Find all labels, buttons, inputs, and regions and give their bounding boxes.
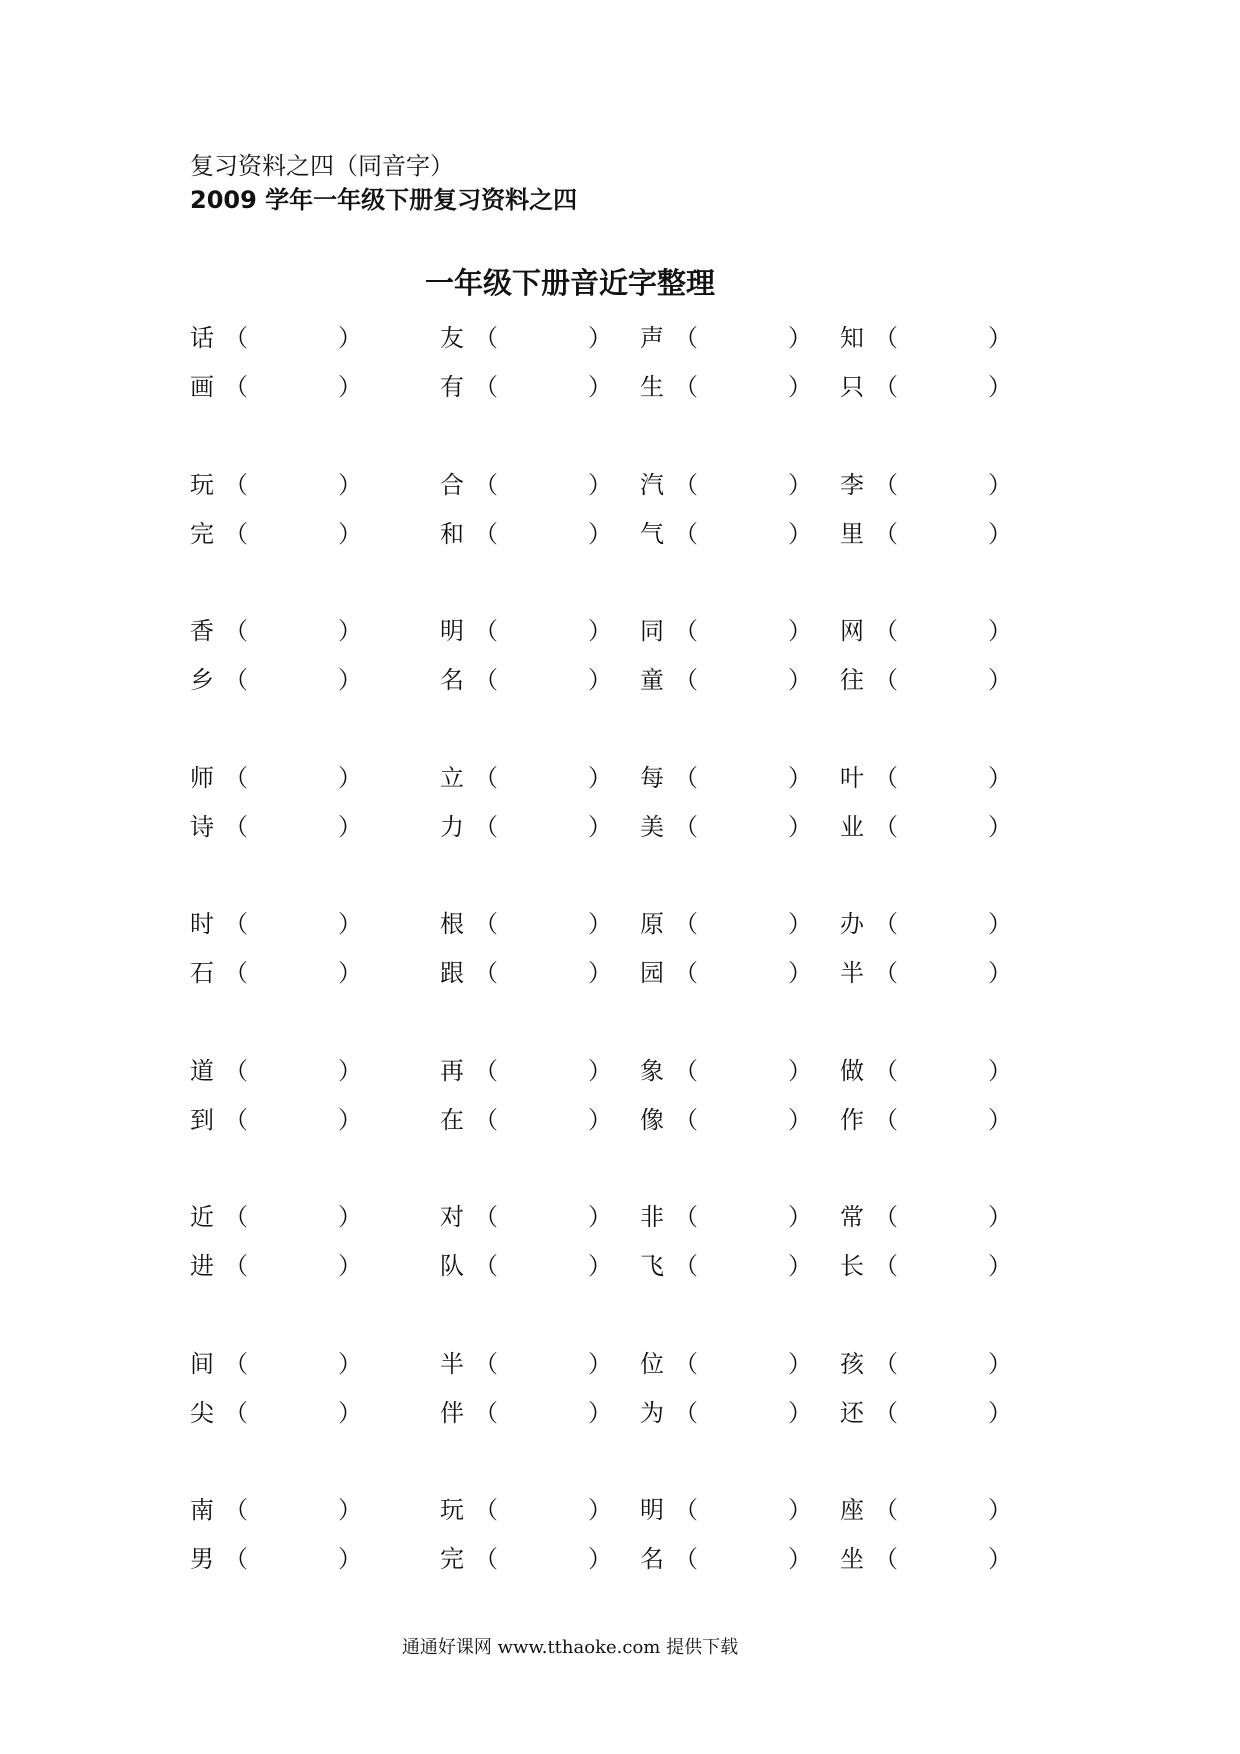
- close-paren: ）: [988, 1057, 1012, 1085]
- char-label: 伴: [440, 1399, 464, 1427]
- open-paren: （: [874, 764, 898, 792]
- close-paren: ）: [788, 1545, 812, 1573]
- close-paren: ）: [988, 1203, 1012, 1231]
- char-label: 诗: [190, 813, 214, 841]
- char-label: 还: [840, 1399, 864, 1427]
- open-paren: （: [224, 959, 248, 987]
- close-paren: ）: [988, 373, 1012, 401]
- open-paren: （: [674, 1057, 698, 1085]
- open-paren: （: [474, 1350, 498, 1378]
- close-paren: ）: [588, 910, 612, 938]
- char-label: 作: [840, 1106, 864, 1134]
- char-label: 声: [640, 324, 664, 352]
- close-paren: ）: [338, 813, 362, 841]
- close-paren: ）: [338, 1252, 362, 1280]
- open-paren: （: [474, 666, 498, 694]
- char-label: 近: [190, 1203, 214, 1231]
- char-label: 汽: [640, 471, 664, 499]
- char-label: 尖: [190, 1399, 214, 1427]
- close-paren: ）: [588, 1350, 612, 1378]
- close-paren: ）: [338, 471, 362, 499]
- close-paren: ）: [988, 666, 1012, 694]
- char-label: 乡: [190, 666, 214, 694]
- open-paren: （: [874, 471, 898, 499]
- close-paren: ）: [338, 1545, 362, 1573]
- char-label: 完: [190, 520, 214, 548]
- footer-text: 通通好课网 www.tthaoke.com 提供下载: [401, 1637, 739, 1658]
- close-paren: ）: [338, 1350, 362, 1378]
- open-paren: （: [474, 373, 498, 401]
- char-label: 像: [640, 1106, 664, 1134]
- close-paren: ）: [338, 324, 362, 352]
- open-paren: （: [874, 520, 898, 548]
- close-paren: ）: [788, 764, 812, 792]
- open-paren: （: [874, 1057, 898, 1085]
- char-label: 南: [190, 1496, 214, 1524]
- close-paren: ）: [588, 1496, 612, 1524]
- close-paren: ）: [588, 959, 612, 987]
- char-label: 队: [440, 1252, 464, 1280]
- open-paren: （: [874, 813, 898, 841]
- close-paren: ）: [338, 1106, 362, 1134]
- char-label: 有: [440, 373, 464, 401]
- close-paren: ）: [988, 910, 1012, 938]
- char-label: 石: [190, 959, 214, 987]
- char-label: 立: [440, 764, 464, 792]
- open-paren: （: [674, 813, 698, 841]
- char-label: 象: [640, 1057, 664, 1085]
- open-paren: （: [224, 666, 248, 694]
- close-paren: ）: [338, 1203, 362, 1231]
- close-paren: ）: [588, 1057, 612, 1085]
- close-paren: ）: [588, 764, 612, 792]
- open-paren: （: [224, 1203, 248, 1231]
- close-paren: ）: [788, 1106, 812, 1134]
- open-paren: （: [874, 1203, 898, 1231]
- close-paren: ）: [788, 666, 812, 694]
- close-paren: ）: [588, 1203, 612, 1231]
- close-paren: ）: [338, 959, 362, 987]
- open-paren: （: [474, 1252, 498, 1280]
- char-label: 时: [190, 910, 214, 938]
- char-label: 非: [640, 1203, 664, 1231]
- open-paren: （: [224, 1545, 248, 1573]
- open-paren: （: [474, 1057, 498, 1085]
- open-paren: （: [674, 1545, 698, 1573]
- open-paren: （: [224, 1399, 248, 1427]
- open-paren: （: [874, 1350, 898, 1378]
- close-paren: ）: [988, 1106, 1012, 1134]
- open-paren: （: [674, 764, 698, 792]
- open-paren: （: [224, 1350, 248, 1378]
- char-label: 同: [640, 617, 664, 645]
- page-title: 一年级下册音近字整理: [424, 266, 715, 300]
- char-label: 进: [190, 1252, 214, 1280]
- close-paren: ）: [338, 666, 362, 694]
- open-paren: （: [474, 764, 498, 792]
- char-label: 间: [190, 1350, 214, 1378]
- close-paren: ）: [338, 1057, 362, 1085]
- open-paren: （: [224, 471, 248, 499]
- char-label: 气: [640, 520, 664, 548]
- close-paren: ）: [588, 1106, 612, 1134]
- char-label: 常: [840, 1203, 864, 1231]
- close-paren: ）: [588, 471, 612, 499]
- open-paren: （: [674, 324, 698, 352]
- close-paren: ）: [588, 373, 612, 401]
- open-paren: （: [674, 1252, 698, 1280]
- close-paren: ）: [988, 959, 1012, 987]
- close-paren: ）: [788, 1496, 812, 1524]
- close-paren: ）: [988, 1252, 1012, 1280]
- close-paren: ）: [338, 373, 362, 401]
- close-paren: ）: [788, 910, 812, 938]
- char-label: 园: [640, 959, 664, 987]
- close-paren: ）: [338, 910, 362, 938]
- char-label: 李: [840, 471, 864, 499]
- open-paren: （: [474, 1545, 498, 1573]
- open-paren: （: [474, 520, 498, 548]
- char-label: 到: [190, 1106, 214, 1134]
- close-paren: ）: [788, 813, 812, 841]
- close-paren: ）: [588, 1545, 612, 1573]
- open-paren: （: [224, 1496, 248, 1524]
- char-label: 明: [640, 1496, 664, 1524]
- open-paren: （: [474, 813, 498, 841]
- char-label: 叶: [840, 764, 864, 792]
- char-label: 画: [190, 373, 214, 401]
- char-label: 根: [440, 910, 464, 938]
- close-paren: ）: [988, 1545, 1012, 1573]
- open-paren: （: [474, 1106, 498, 1134]
- open-paren: （: [674, 373, 698, 401]
- char-label: 和: [440, 520, 464, 548]
- char-label: 坐: [840, 1545, 864, 1573]
- char-label: 在: [440, 1106, 464, 1134]
- open-paren: （: [674, 1350, 698, 1378]
- open-paren: （: [874, 324, 898, 352]
- open-paren: （: [874, 1399, 898, 1427]
- char-label: 半: [440, 1350, 464, 1378]
- char-label: 只: [840, 373, 864, 401]
- open-paren: （: [474, 959, 498, 987]
- open-paren: （: [874, 1252, 898, 1280]
- close-paren: ）: [788, 471, 812, 499]
- char-label: 跟: [440, 959, 464, 987]
- close-paren: ）: [988, 1350, 1012, 1378]
- close-paren: ）: [988, 617, 1012, 645]
- close-paren: ）: [588, 617, 612, 645]
- char-label: 完: [440, 1545, 464, 1573]
- char-label: 办: [840, 910, 864, 938]
- char-label: 飞: [640, 1252, 664, 1280]
- char-label: 明: [440, 617, 464, 645]
- close-paren: ）: [588, 666, 612, 694]
- open-paren: （: [224, 520, 248, 548]
- char-label: 做: [840, 1057, 864, 1085]
- close-paren: ）: [988, 324, 1012, 352]
- open-paren: （: [674, 1496, 698, 1524]
- close-paren: ）: [788, 520, 812, 548]
- char-label: 孩: [840, 1350, 864, 1378]
- open-paren: （: [874, 1545, 898, 1573]
- open-paren: （: [224, 813, 248, 841]
- close-paren: ）: [988, 1399, 1012, 1427]
- open-paren: （: [474, 471, 498, 499]
- close-paren: ）: [788, 959, 812, 987]
- close-paren: ）: [788, 1399, 812, 1427]
- close-paren: ）: [988, 764, 1012, 792]
- close-paren: ）: [338, 520, 362, 548]
- open-paren: （: [224, 373, 248, 401]
- char-label: 生: [640, 373, 664, 401]
- open-paren: （: [474, 910, 498, 938]
- open-paren: （: [474, 617, 498, 645]
- open-paren: （: [874, 373, 898, 401]
- open-paren: （: [874, 617, 898, 645]
- char-label: 网: [840, 617, 864, 645]
- char-label: 长: [840, 1252, 864, 1280]
- char-label: 里: [840, 520, 864, 548]
- open-paren: （: [474, 324, 498, 352]
- char-label: 位: [640, 1350, 664, 1378]
- close-paren: ）: [588, 1399, 612, 1427]
- char-label: 童: [640, 666, 664, 694]
- open-paren: （: [224, 1057, 248, 1085]
- close-paren: ）: [988, 1496, 1012, 1524]
- open-paren: （: [674, 617, 698, 645]
- close-paren: ）: [588, 520, 612, 548]
- header-subtitle: 复习资料之四（同音字）: [190, 152, 454, 180]
- char-label: 道: [190, 1057, 214, 1085]
- close-paren: ）: [788, 373, 812, 401]
- close-paren: ）: [988, 520, 1012, 548]
- char-label: 男: [190, 1545, 214, 1573]
- char-label: 玩: [440, 1496, 464, 1524]
- open-paren: （: [674, 471, 698, 499]
- char-label: 名: [640, 1545, 664, 1573]
- char-label: 业: [840, 813, 864, 841]
- open-paren: （: [874, 1496, 898, 1524]
- char-label: 座: [840, 1496, 864, 1524]
- close-paren: ）: [338, 1496, 362, 1524]
- char-label: 力: [440, 813, 464, 841]
- char-label: 名: [440, 666, 464, 694]
- open-paren: （: [224, 617, 248, 645]
- open-paren: （: [674, 1399, 698, 1427]
- close-paren: ）: [788, 1203, 812, 1231]
- open-paren: （: [224, 1106, 248, 1134]
- close-paren: ）: [988, 813, 1012, 841]
- close-paren: ）: [338, 1399, 362, 1427]
- close-paren: ）: [988, 471, 1012, 499]
- close-paren: ）: [588, 324, 612, 352]
- open-paren: （: [874, 1106, 898, 1134]
- char-label: 原: [640, 910, 664, 938]
- header-heading: 2009 学年一年级下册复习资料之四: [190, 186, 578, 214]
- char-label: 玩: [190, 471, 214, 499]
- open-paren: （: [224, 1252, 248, 1280]
- char-label: 知: [840, 324, 864, 352]
- open-paren: （: [474, 1496, 498, 1524]
- open-paren: （: [674, 1106, 698, 1134]
- close-paren: ）: [788, 324, 812, 352]
- open-paren: （: [674, 520, 698, 548]
- char-label: 美: [640, 813, 664, 841]
- open-paren: （: [224, 910, 248, 938]
- char-label: 再: [440, 1057, 464, 1085]
- close-paren: ）: [788, 617, 812, 645]
- char-label: 半: [840, 959, 864, 987]
- close-paren: ）: [788, 1252, 812, 1280]
- close-paren: ）: [338, 764, 362, 792]
- open-paren: （: [474, 1203, 498, 1231]
- open-paren: （: [674, 910, 698, 938]
- open-paren: （: [874, 910, 898, 938]
- char-label: 师: [190, 764, 214, 792]
- char-label: 香: [190, 617, 214, 645]
- char-label: 为: [640, 1399, 664, 1427]
- close-paren: ）: [338, 617, 362, 645]
- open-paren: （: [874, 959, 898, 987]
- char-label: 每: [640, 764, 664, 792]
- open-paren: （: [874, 666, 898, 694]
- char-label: 合: [440, 471, 464, 499]
- close-paren: ）: [588, 1252, 612, 1280]
- open-paren: （: [674, 1203, 698, 1231]
- char-label: 往: [840, 666, 864, 694]
- close-paren: ）: [788, 1057, 812, 1085]
- open-paren: （: [224, 764, 248, 792]
- open-paren: （: [224, 324, 248, 352]
- char-label: 友: [440, 324, 464, 352]
- open-paren: （: [674, 959, 698, 987]
- char-label: 话: [190, 324, 214, 352]
- close-paren: ）: [788, 1350, 812, 1378]
- open-paren: （: [474, 1399, 498, 1427]
- char-label: 对: [440, 1203, 464, 1231]
- close-paren: ）: [588, 813, 612, 841]
- open-paren: （: [674, 666, 698, 694]
